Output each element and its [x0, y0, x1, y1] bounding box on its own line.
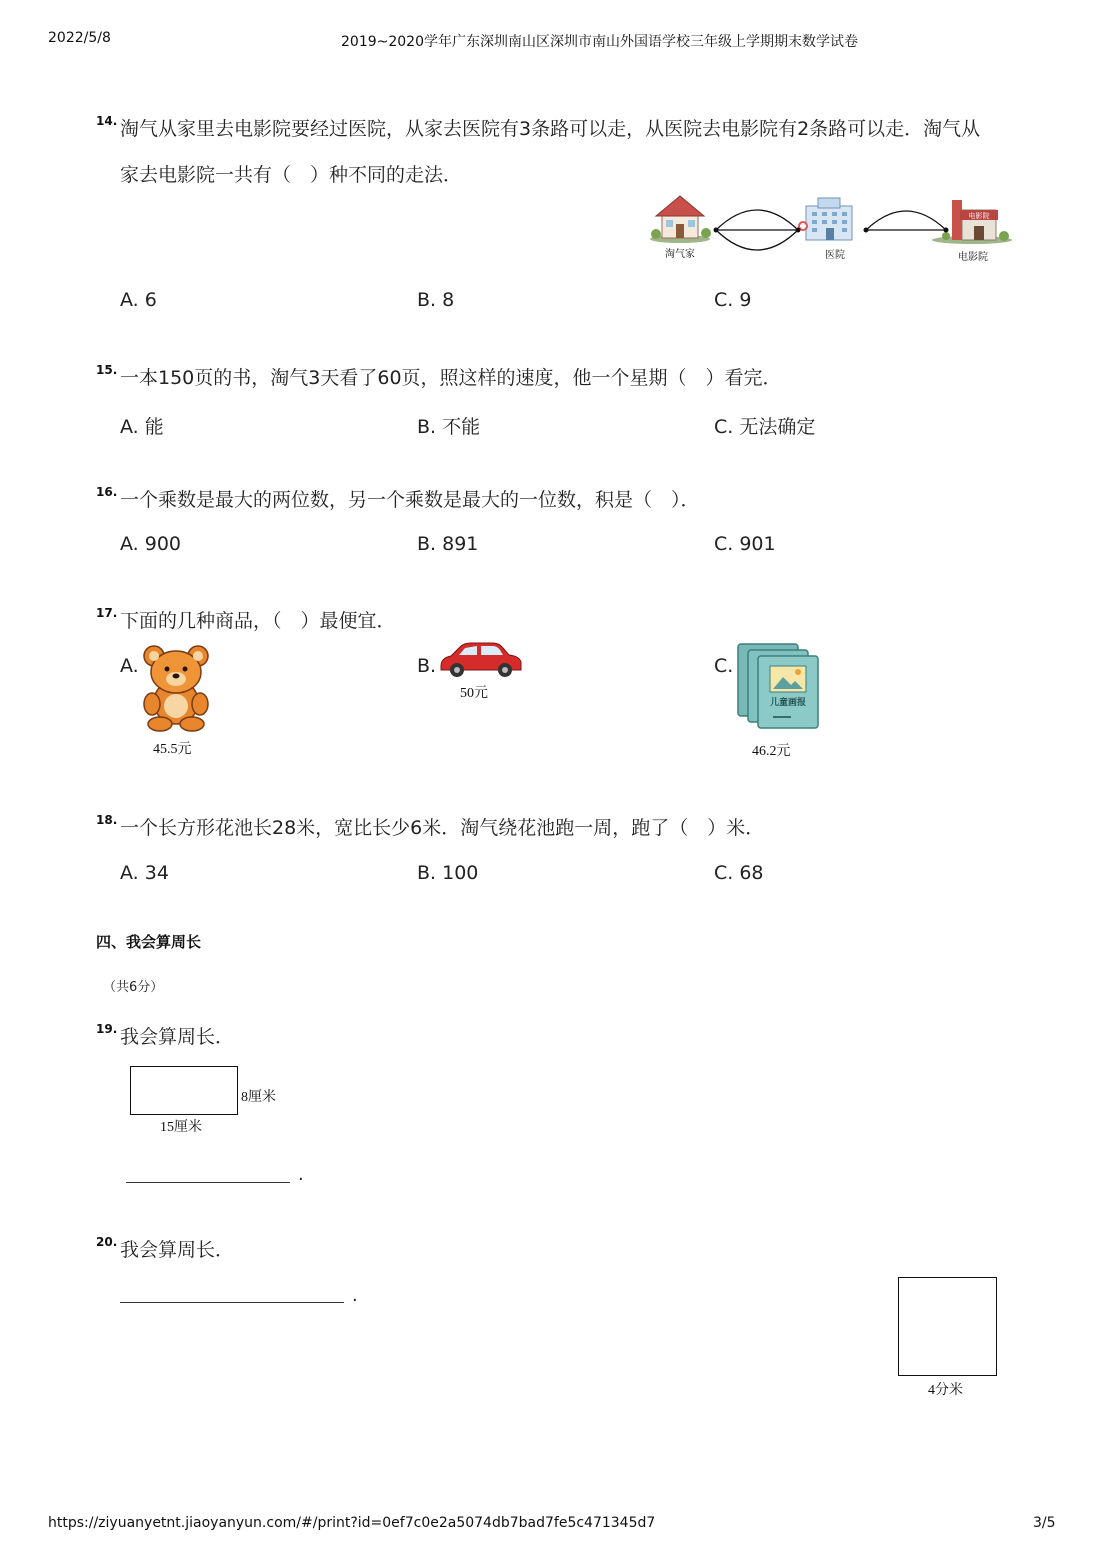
option-b: B. 100 — [417, 862, 479, 884]
page-number: 3/5 — [1033, 1515, 1056, 1531]
question-number: 20. — [96, 1235, 118, 1249]
price-c: 46.2元 — [752, 744, 791, 759]
section-title: 四、我会算周长 — [96, 933, 202, 951]
option-a: A. — [120, 655, 139, 677]
question-text: 我会算周长． — [120, 1239, 235, 1261]
page-url[interactable]: https://ziyuanyetnt.jiaoyanyun.com/#/print?id=0ef7c0e2a5074db7bad7fe5c471345d7 — [48, 1515, 656, 1531]
route-diagram — [646, 192, 1016, 266]
width-label: 8厘米 — [241, 1090, 276, 1105]
hospital-icon — [798, 198, 852, 240]
option-b: B. — [417, 655, 437, 677]
cinema-sign: 电影院 — [968, 212, 990, 220]
option-b: B. 891 — [417, 533, 479, 555]
question-number: 19. — [96, 1022, 118, 1036]
rectangle-figure — [130, 1066, 238, 1115]
price-b: 50元 — [460, 686, 488, 701]
question-text-line2: 家去电影院一共有（ ）种不同的走法． — [120, 164, 463, 186]
question-text-line1: 淘气从家里去电影院要经过医院，从家去医院有3条路可以走，从医院去电影院有2条路可以走．淘气从 — [120, 118, 981, 140]
answer-blank[interactable] — [126, 1182, 290, 1183]
length-label: 15厘米 — [160, 1120, 202, 1135]
book-title: 儿童画报 — [769, 698, 807, 708]
period: . — [352, 1285, 358, 1306]
option-c: C. — [714, 655, 734, 677]
option-a: A. 6 — [120, 289, 157, 311]
home-label: 淘气家 — [665, 249, 695, 260]
question-text: 一本150页的书，淘气3天看了60页，照这样的速度，他一个星期（ ）看完． — [120, 367, 782, 389]
hospital-label: 医院 — [825, 250, 845, 261]
question-text: 我会算周长． — [120, 1026, 235, 1048]
option-c: C. 9 — [714, 289, 752, 311]
period: . — [298, 1164, 304, 1185]
cinema-label: 电影院 — [958, 252, 988, 263]
red-car-icon — [437, 640, 525, 680]
price-a: 45.5元 — [153, 742, 192, 757]
option-a: A. 34 — [120, 862, 169, 884]
document-title: 2019~2020学年广东深圳南山区深圳市南山外国语学校三年级上学期期末数学试卷 — [341, 34, 858, 50]
option-b: B. 8 — [417, 289, 455, 311]
question-text: 下面的几种商品，（ ）最便宜． — [120, 610, 396, 632]
option-a: A. 900 — [120, 533, 182, 555]
option-c: C. 901 — [714, 533, 776, 555]
routes-home-hospital — [716, 210, 798, 250]
cinema-icon — [932, 200, 1012, 244]
side-label: 4分米 — [928, 1383, 963, 1398]
answer-blank[interactable] — [120, 1302, 344, 1303]
routes-hospital-cinema — [866, 211, 946, 230]
question-number: 17. — [96, 606, 118, 620]
option-c: C. 无法确定 — [714, 416, 816, 438]
question-text: 一个长方形花池长28米，宽比长少6米．淘气绕花池跑一周，跑了（ ）米． — [120, 817, 765, 839]
house-icon — [650, 196, 711, 243]
section-score: （共6分） — [103, 980, 164, 995]
question-number: 18. — [96, 813, 118, 827]
question-number: 14. — [96, 114, 118, 128]
square-figure — [898, 1277, 997, 1376]
teddy-bear-icon — [140, 642, 212, 732]
picture-book-icon — [735, 641, 821, 731]
question-number: 16. — [96, 485, 118, 499]
option-b: B. 不能 — [417, 416, 481, 438]
print-date: 2022/5/8 — [48, 30, 111, 46]
question-number: 15. — [96, 363, 118, 377]
option-a: A. 能 — [120, 416, 164, 438]
question-text: 一个乘数是最大的两位数，另一个乘数是最大的一位数，积是（ ）． — [120, 489, 700, 511]
option-c: C. 68 — [714, 862, 764, 884]
